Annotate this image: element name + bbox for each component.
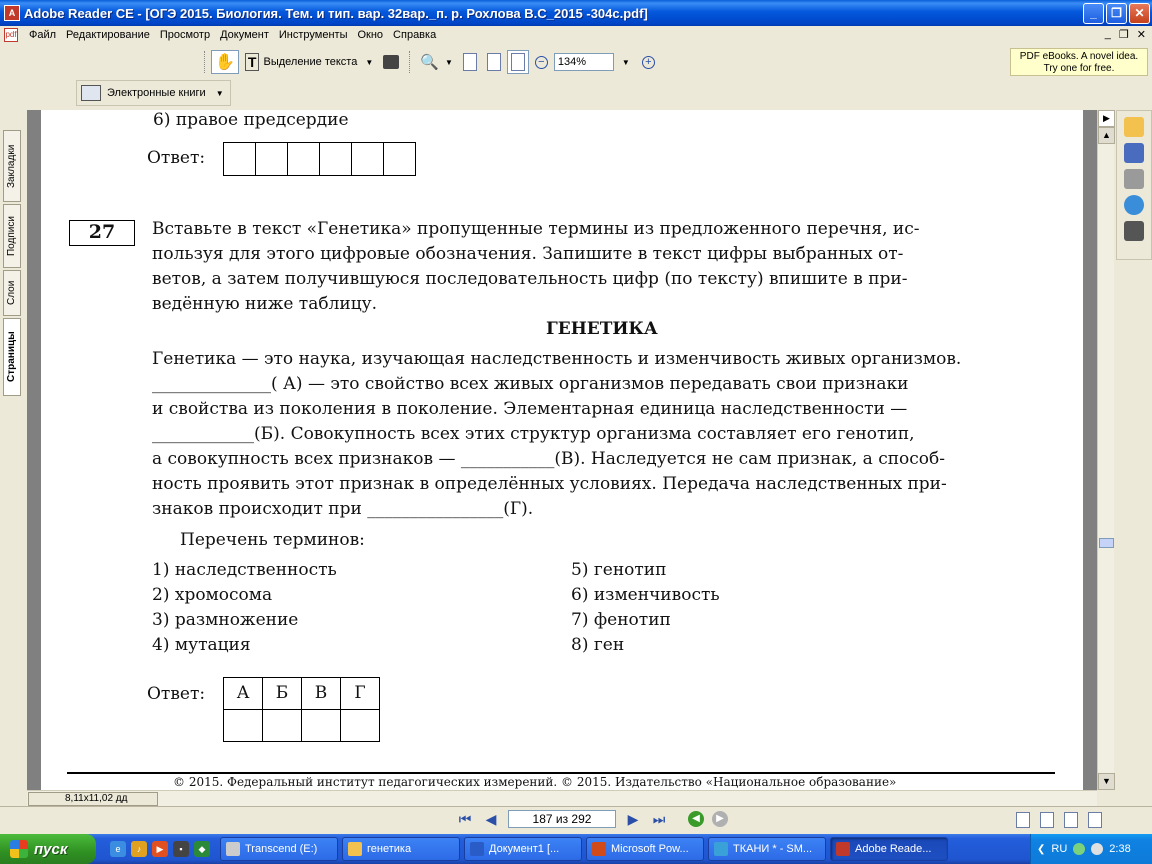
- ebook-ad-banner[interactable]: [1010, 48, 1148, 76]
- term-item: 2) хромосома: [152, 585, 273, 605]
- page-layout-buttons: [1016, 812, 1102, 828]
- task-label: Microsoft Pow...: [611, 843, 689, 855]
- menu-bar: [0, 26, 1152, 44]
- menu-document[interactable]: Документ: [220, 29, 269, 41]
- hand-tool-button[interactable]: [211, 50, 239, 74]
- tab-bookmarks[interactable]: Закладки: [3, 130, 21, 202]
- tray-expand-icon[interactable]: ❮: [1037, 843, 1046, 855]
- magnifier-icon: 🔍: [420, 54, 439, 71]
- hand-icon: ✋: [215, 54, 235, 71]
- text-line: ____________(Б). Совокупность всех этих структур организма составляет его генотип,: [152, 424, 915, 444]
- horizontal-scrollbar[interactable]: [27, 790, 1097, 806]
- window-title: Adobe Reader CE - [ОГЭ 2015. Биология. Тем. и тип. вар. 32вар._п. р. Рохлова В.С_2015 -304с.pdf]: [24, 5, 648, 21]
- go-back-icon[interactable]: ◀: [688, 811, 704, 827]
- fit-width-button[interactable]: [507, 50, 529, 74]
- answer-cell: [287, 142, 320, 176]
- page-size-label: 8,11x11,02 дд: [28, 792, 158, 806]
- answer-label-27: Ответ:: [147, 684, 206, 704]
- actual-size-button[interactable]: [459, 50, 481, 74]
- doc-close-button[interactable]: ✕: [1136, 29, 1146, 41]
- zoom-in-button[interactable]: [638, 50, 659, 74]
- answer-header-b: Б: [263, 678, 302, 710]
- text-line: ность проявить этот признак в определённых условиях. Передача наследственных при-: [152, 474, 947, 494]
- snapshot-tool-button[interactable]: [379, 50, 403, 74]
- document-window-controls: [1105, 28, 1146, 41]
- plus-circle-icon: +: [642, 56, 655, 69]
- text-line: и свойства из поколения в поколение. Элементарная единица наследственности —: [152, 399, 908, 419]
- text-line: а совокупность всех признаков — ___________(В). Наследуется не сам признак, а способ-: [152, 449, 946, 469]
- ebook-icon: [81, 85, 101, 101]
- fit-width-icon: [511, 53, 525, 71]
- status-bar: [0, 793, 1152, 834]
- task-label: Документ1 [...: [489, 843, 560, 855]
- save-icon[interactable]: [1124, 143, 1144, 163]
- instruction-line: ведённую ниже таблицу.: [152, 294, 378, 314]
- open-folder-icon[interactable]: [1124, 117, 1144, 137]
- player-icon[interactable]: ▶: [152, 841, 168, 857]
- task-adobe-reader[interactable]: [830, 837, 948, 861]
- text-line: знаков происходит при ________________(Г).: [152, 499, 534, 519]
- page-footer: © 2015. Федеральный институт педагогических измерений. © 2015. Издательство «Национальное образование»: [173, 775, 897, 789]
- page-number-input[interactable]: 187 из 292: [508, 810, 616, 828]
- zoom-input[interactable]: 134%: [554, 53, 614, 71]
- title-bar: [0, 0, 1152, 26]
- answer-cell: [263, 710, 302, 742]
- ad-line-2: Try one for free.: [1043, 63, 1115, 74]
- language-indicator[interactable]: RU: [1051, 843, 1068, 855]
- answer-cell: [383, 142, 416, 176]
- instruction-line: пользуя для этого цифровые обозначения. Запишите в текст цифры выбранных от-: [152, 244, 904, 264]
- word-icon: [470, 842, 484, 856]
- term-item: 3) размножение: [152, 610, 299, 630]
- continuous-facing-icon[interactable]: [1088, 812, 1102, 828]
- menu-edit[interactable]: Редактирование: [66, 29, 150, 41]
- instruction-line: Вставьте в текст «Генетика» пропущенные термины из предложенного перечня, ис-: [152, 219, 920, 239]
- volume-icon[interactable]: [1091, 843, 1103, 855]
- doc-minimize-button[interactable]: _: [1104, 28, 1111, 40]
- answer-cell: [319, 142, 352, 176]
- chevron-down-icon[interactable]: ▼: [444, 57, 453, 67]
- answer-table-header-row: [224, 678, 380, 710]
- menu-window[interactable]: Окно: [357, 29, 384, 41]
- menu-view[interactable]: Просмотр: [159, 29, 211, 41]
- scroll-thumb[interactable]: [1099, 538, 1114, 548]
- chevron-down-icon[interactable]: ▼: [215, 88, 224, 98]
- scroll-down-arrow-icon[interactable]: ▼: [1098, 773, 1115, 790]
- drive-icon: [226, 842, 240, 856]
- go-forward-icon[interactable]: ▶: [712, 811, 728, 827]
- term-item: 8) ген: [571, 635, 625, 655]
- system-tray: [1030, 834, 1152, 864]
- previous-page-icon[interactable]: ◀: [485, 811, 497, 827]
- pdf-page: [41, 110, 1083, 790]
- vertical-scrollbar[interactable]: [1097, 110, 1114, 790]
- term-item: 5) генотип: [571, 560, 667, 580]
- close-button[interactable]: ✕: [1129, 3, 1150, 24]
- zoom-tool-button[interactable]: [416, 50, 457, 74]
- task-word-document[interactable]: [464, 837, 582, 861]
- scroll-right-arrow-icon[interactable]: ▶: [1098, 110, 1115, 127]
- term-item: 6) изменчивость: [571, 585, 720, 605]
- page-navigation: [456, 810, 728, 828]
- task-label: генетика: [367, 843, 412, 855]
- answer-label: Ответ:: [147, 148, 206, 168]
- media-icon[interactable]: ♪: [131, 841, 147, 857]
- term-item: 4) мутация: [152, 635, 251, 655]
- task-powerpoint[interactable]: [586, 837, 704, 861]
- folder-icon: [348, 842, 362, 856]
- answer-cell: [302, 710, 341, 742]
- tab-signatures[interactable]: Подписи: [3, 204, 21, 268]
- doc-restore-button[interactable]: ❐: [1118, 29, 1129, 41]
- answer-cell: [255, 142, 288, 176]
- adobe-reader-icon: [836, 842, 850, 856]
- right-tool-column: [1116, 110, 1152, 260]
- answer-table-row: [224, 710, 380, 742]
- terms-title: Перечень терминов:: [180, 530, 365, 550]
- page-icon: [463, 53, 477, 71]
- tab-pages[interactable]: Страницы: [3, 318, 21, 396]
- answer-item-6: 6) правое предсердие: [153, 110, 349, 130]
- zoom-out-button[interactable]: [531, 50, 552, 74]
- adobe-app-icon[interactable]: A: [4, 5, 20, 21]
- start-button[interactable]: [0, 834, 96, 864]
- last-page-icon[interactable]: ⏭: [652, 811, 666, 827]
- text-line: Генетика — это наука, изучающая наследственность и изменчивость живых организмов.: [152, 349, 962, 369]
- answer-header-g: Г: [341, 678, 380, 710]
- task-genetika[interactable]: [342, 837, 460, 861]
- windows-taskbar: [0, 834, 1152, 864]
- question-number: 27: [69, 220, 135, 246]
- ie-icon[interactable]: e: [110, 841, 126, 857]
- answer-cells-26: [224, 142, 416, 176]
- text-cursor-icon: T: [245, 53, 260, 71]
- search-binoculars-icon[interactable]: [1124, 221, 1144, 241]
- task-label: ТКАНИ * - SM...: [733, 843, 813, 855]
- ebooks-button[interactable]: Электронные книги: [107, 87, 206, 99]
- document-view[interactable]: [27, 110, 1097, 790]
- email-globe-icon[interactable]: [1124, 195, 1144, 215]
- disk-icon[interactable]: ▪: [173, 841, 189, 857]
- camera-icon: [383, 55, 399, 69]
- text-line: ______________( А) — это свойство всех живых организмов передавать свои признаки: [152, 374, 909, 394]
- answer-header-a: А: [224, 678, 263, 710]
- menu-tools[interactable]: Инструменты: [278, 29, 348, 41]
- instruction-line: ветов, а затем получившуюся последовательность цифр (по тексту) впишите в при-: [152, 269, 908, 289]
- clock: 2:38: [1109, 843, 1131, 855]
- start-label: пуск: [34, 840, 68, 858]
- chevron-down-icon[interactable]: ▼: [365, 57, 374, 67]
- fit-page-button[interactable]: [483, 50, 505, 74]
- app-icon[interactable]: ◆: [194, 841, 210, 857]
- menu-file[interactable]: Файл: [29, 29, 57, 41]
- minimize-button[interactable]: _: [1083, 3, 1104, 24]
- maximize-button[interactable]: ❐: [1106, 3, 1127, 24]
- answer-cell: [341, 710, 380, 742]
- answer-cell: [223, 142, 256, 176]
- answer-header-v: В: [302, 678, 341, 710]
- task-tkani[interactable]: [708, 837, 826, 861]
- answer-cell: [224, 710, 263, 742]
- smart-notebook-icon: [714, 842, 728, 856]
- fit-page-icon: [487, 53, 501, 71]
- answer-table: [223, 677, 380, 742]
- continuous-page-icon[interactable]: [1040, 812, 1054, 828]
- scroll-up-arrow-icon[interactable]: ▲: [1098, 127, 1115, 144]
- single-page-icon[interactable]: [1016, 812, 1030, 828]
- toolbar-grip[interactable]: [204, 51, 207, 73]
- powerpoint-icon: [592, 842, 606, 856]
- first-page-icon[interactable]: ⏮: [458, 811, 472, 827]
- pdf-doc-icon[interactable]: pdf: [4, 28, 18, 42]
- ad-line-1: PDF eBooks. A novel idea.: [1019, 51, 1139, 62]
- task-transcend[interactable]: [220, 837, 338, 861]
- main-toolbar: [200, 48, 661, 76]
- term-item: 7) фенотип: [571, 610, 671, 630]
- facing-pages-icon[interactable]: [1064, 812, 1078, 828]
- windows-flag-icon: [10, 840, 28, 858]
- next-page-icon[interactable]: ▶: [627, 811, 639, 827]
- tab-layers[interactable]: Слои: [3, 270, 21, 316]
- select-text-label: Выделение текста: [263, 56, 358, 68]
- minus-circle-icon: −: [535, 56, 548, 69]
- term-item: 1) наследственность: [152, 560, 337, 580]
- ebooks-toolbar: [76, 80, 231, 106]
- select-text-tool[interactable]: [241, 50, 377, 74]
- quick-launch: [110, 841, 210, 857]
- network-icon[interactable]: [1073, 843, 1085, 855]
- zoom-dropdown-chevron-icon[interactable]: ▼: [621, 57, 630, 67]
- task-label: Adobe Reade...: [855, 843, 932, 855]
- print-icon[interactable]: [1124, 169, 1144, 189]
- task-label: Transcend (E:): [245, 843, 318, 855]
- toolbar-grip-2[interactable]: [409, 51, 412, 73]
- menu-help[interactable]: Справка: [393, 29, 437, 41]
- answer-cell: [351, 142, 384, 176]
- navigation-pane-tabs: [0, 110, 24, 790]
- text-heading: ГЕНЕТИКА: [546, 319, 658, 339]
